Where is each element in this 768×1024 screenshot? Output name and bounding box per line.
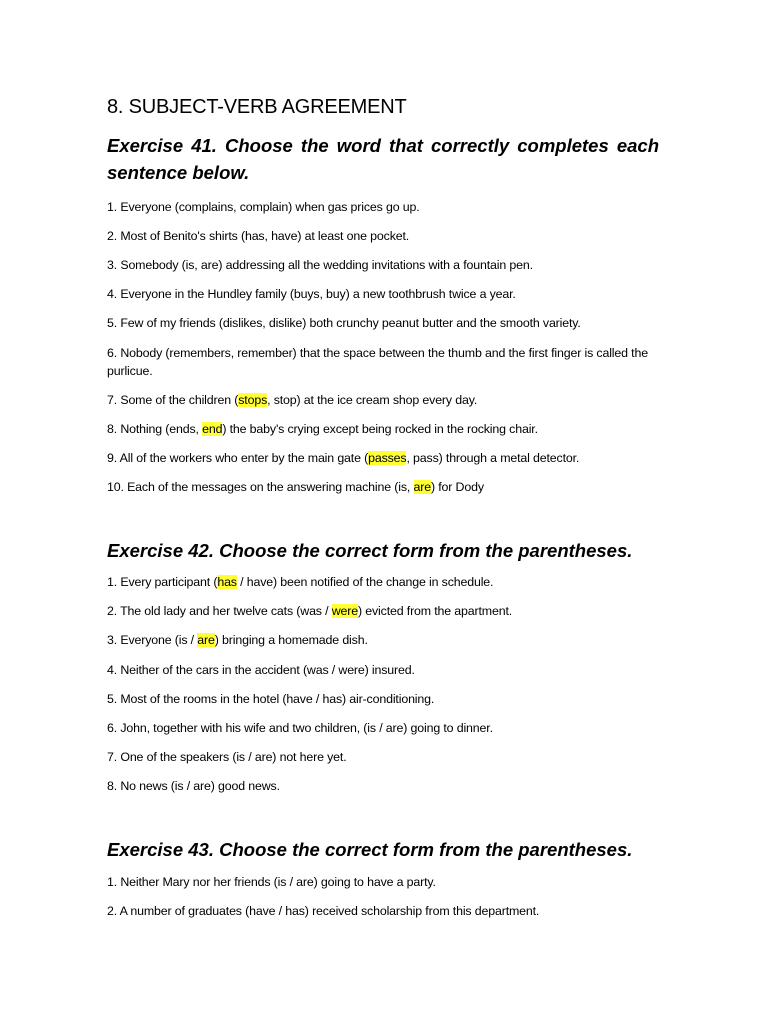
exercise-41-item-9: 9. All of the workers who enter by the main gate (passes, pass) through a metal detector.: [107, 451, 580, 465]
exercise-43-heading: Exercise 43. Choose the correct form from the parentheses.: [107, 839, 633, 860]
exercise-41-item-4: 4. Everyone in the Hundley family (buys, buy) a new toothbrush twice a year.: [107, 287, 516, 301]
exercise-41-item-7: 7. Some of the children (stops, stop) at the ice cream shop every day.: [107, 393, 478, 407]
highlighted-answer: stops: [238, 393, 268, 407]
exercise-42-item-4: 4. Neither of the cars in the accident (was / were) insured.: [107, 663, 415, 677]
exercise-41-heading: Exercise 41. Choose the word that correctly completes each sentence below.: [107, 135, 659, 183]
exercise-42-item-7: 7. One of the speakers (is / are) not here yet.: [107, 750, 347, 764]
exercise-41-item-3: 3. Somebody (is, are) addressing all the wedding invitations with a fountain pen.: [107, 258, 533, 272]
exercise-42-item-6: 6. John, together with his wife and two children, (is / are) going to dinner.: [107, 721, 493, 735]
highlighted-answer: are: [413, 480, 431, 494]
exercise-42-heading: Exercise 42. Choose the correct form from the parentheses.: [107, 540, 633, 561]
exercise-41-item-8: 8. Nothing (ends, end) the baby's crying except being rocked in the rocking chair.: [107, 422, 538, 436]
exercise-42-item-8: 8. No news (is / are) good news.: [107, 779, 280, 793]
exercise-42-item-1: 1. Every participant (has / have) been notified of the change in schedule.: [107, 575, 494, 589]
highlighted-answer: end: [202, 422, 223, 436]
highlighted-answer: were: [331, 604, 358, 618]
highlighted-answer: passes: [368, 451, 407, 465]
exercise-42-item-2: 2. The old lady and her twelve cats (was / were) evicted from the apartment.: [107, 604, 513, 618]
exercise-43-item-2: 2. A number of graduates (have / has) received scholarship from this department.: [107, 904, 540, 918]
exercise-41-item-6: 6. Nobody (remembers, remember) that the space between the thumb and the first finger is called the purlicue.: [107, 346, 648, 378]
exercise-41-item-2: 2. Most of Benito's shirts (has, have) at least one pocket.: [107, 229, 410, 243]
exercise-41-item-5: 5. Few of my friends (dislikes, dislike) both crunchy peanut butter and the smooth variety.: [107, 316, 581, 330]
exercise-42-item-3: 3. Everyone (is / are) bringing a homemade dish.: [107, 633, 368, 647]
exercise-42-item-5: 5. Most of the rooms in the hotel (have / has) air-conditioning.: [107, 692, 435, 706]
exercise-43-item-1: 1. Neither Mary nor her friends (is / are) going to have a party.: [107, 875, 436, 889]
section-title: 8. SUBJECT-VERB AGREEMENT: [107, 96, 407, 118]
exercise-41-item-1: 1. Everyone (complains, complain) when gas prices go up.: [107, 200, 420, 214]
exercise-41-item-10: 10. Each of the messages on the answering machine (is, are) for Dody: [107, 480, 484, 494]
highlighted-answer: has: [217, 575, 237, 589]
highlighted-answer: are: [197, 633, 215, 647]
